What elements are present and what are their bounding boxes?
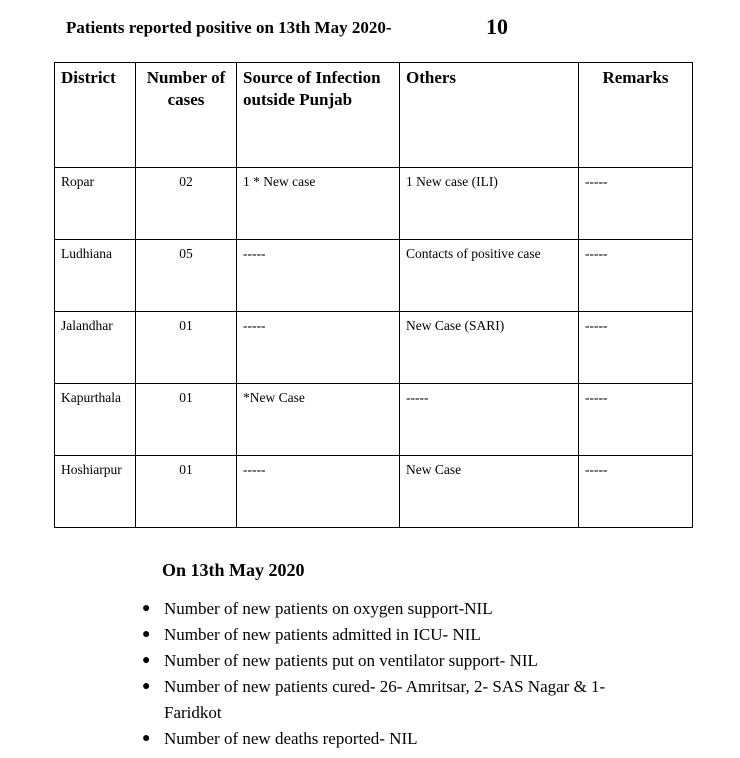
remarks-cell: ----- [579, 240, 693, 312]
district-cell: Ludhiana [55, 240, 136, 312]
others-cell: New Case [400, 456, 579, 528]
source-cell: *New Case [237, 384, 400, 456]
table-row [55, 312, 693, 384]
summary-list [140, 596, 660, 752]
cases-cell: 01 [136, 312, 237, 384]
table-row [55, 384, 693, 456]
cases-cell: 01 [136, 384, 237, 456]
list-item [140, 648, 660, 674]
bullet-icon: ● [142, 679, 151, 694]
list-item-text: Number of new deaths reported- NIL [164, 729, 418, 748]
cases-table [54, 62, 693, 528]
remarks-cell: ----- [579, 312, 693, 384]
cases-cell: 05 [136, 240, 237, 312]
table-header-row [55, 63, 693, 168]
total-positive-count: 10 [486, 14, 508, 39]
list-item-text: Number of new patients cured- 26- Amritsar, 2- SAS Nagar & 1-Faridkot [164, 677, 606, 722]
others-cell: New Case (SARI) [400, 312, 579, 384]
summary-heading: On 13th May 2020 [162, 560, 305, 580]
column-header-others: Others [400, 63, 579, 168]
list-item [140, 674, 660, 726]
column-header-district: District [55, 63, 136, 168]
others-cell: 1 New case (ILI) [400, 168, 579, 240]
district-cell: Jalandhar [55, 312, 136, 384]
source-cell: ----- [237, 456, 400, 528]
table-row [55, 456, 693, 528]
bullet-icon: ● [142, 601, 151, 616]
column-header-source: Source of Infection outside Punjab [237, 63, 400, 168]
source-cell: ----- [237, 312, 400, 384]
district-cell: Kapurthala [55, 384, 136, 456]
bullet-icon: ● [142, 731, 151, 746]
remarks-cell: ----- [579, 456, 693, 528]
list-item [140, 596, 660, 622]
source-cell: ----- [237, 240, 400, 312]
others-cell: Contacts of positive case [400, 240, 579, 312]
others-cell: ----- [400, 384, 579, 456]
cases-cell: 01 [136, 456, 237, 528]
list-item-text: Number of new patients on oxygen support-NIL [164, 599, 493, 618]
table-row [55, 240, 693, 312]
list-item [140, 622, 660, 648]
bullet-icon: ● [142, 653, 151, 668]
list-item-text: Number of new patients put on ventilator support- NIL [164, 651, 538, 670]
column-header-remarks: Remarks [579, 63, 693, 168]
report-title: Patients reported positive on 13th May 2020- [66, 18, 392, 37]
list-item-text: Number of new patients admitted in ICU- NIL [164, 625, 481, 644]
column-header-number-of-cases: Number of cases [136, 63, 237, 168]
report-title-row [66, 12, 666, 42]
district-cell: Ropar [55, 168, 136, 240]
remarks-cell: ----- [579, 384, 693, 456]
source-cell: 1 * New case [237, 168, 400, 240]
cases-cell: 02 [136, 168, 237, 240]
district-cell: Hoshiarpur [55, 456, 136, 528]
table-row [55, 168, 693, 240]
remarks-cell: ----- [579, 168, 693, 240]
bullet-icon: ● [142, 627, 151, 642]
list-item [140, 726, 660, 752]
